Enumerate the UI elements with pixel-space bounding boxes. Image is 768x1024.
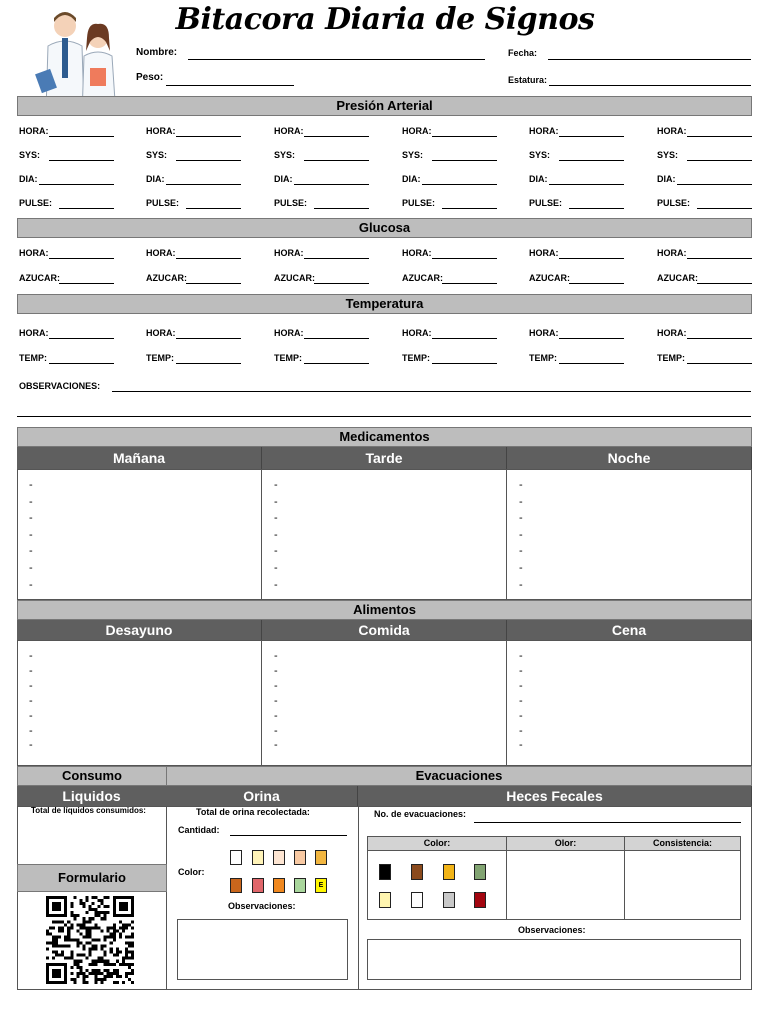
alimento-item-3-7[interactable]: - (519, 739, 523, 752)
temperatura-temp-field-6[interactable] (687, 363, 752, 364)
temperatura-hora-field-4[interactable] (432, 338, 497, 339)
presion-hora-label-5: HORA: (529, 126, 559, 136)
temperatura-temp-label-5: TEMP: (529, 353, 557, 363)
heces-color-swatch-1-4[interactable] (474, 864, 486, 880)
orina-color-swatch-1-2[interactable] (252, 850, 264, 865)
presion-sys-field-6[interactable] (687, 160, 752, 161)
total-orina-label: Total de orina recolectada: (196, 807, 310, 817)
glucosa-azucar-field-4[interactable] (442, 283, 497, 284)
presion-hora-field-4[interactable] (432, 136, 497, 137)
medicamento-item-2-7[interactable]: - (274, 578, 278, 591)
temperatura-temp-label-3: TEMP: (274, 353, 302, 363)
presion-sys-label-5: SYS: (529, 150, 551, 160)
heces-table-divider-1 (506, 850, 507, 920)
medicamento-item-3-7[interactable]: - (519, 578, 523, 591)
medicamentos-header: Medicamentos (17, 427, 752, 447)
heces-color-swatch-2-2[interactable] (411, 892, 423, 908)
glucosa-hora-field-5[interactable] (559, 258, 624, 259)
medicamento-item-3-5[interactable]: - (519, 545, 523, 558)
presion-hora-label-2: HORA: (146, 126, 176, 136)
temperatura-hora-label-6: HORA: (657, 328, 687, 338)
total-liquidos-label: Total de líquidos consumidos: (31, 806, 146, 815)
presion-pulse-label-1: PULSE: (19, 198, 53, 208)
temperatura-temp-label-4: TEMP: (402, 353, 430, 363)
presion-pulse-field-6[interactable] (697, 208, 752, 209)
presion-hora-field-5[interactable] (559, 136, 624, 137)
glucosa-azucar-label-2: AZUCAR: (146, 273, 187, 283)
medicamentos-divider-1 (261, 469, 262, 600)
alimento-item-1-2[interactable]: - (29, 664, 33, 677)
presion-sys-field-4[interactable] (432, 160, 497, 161)
evacuaciones-header: Evacuaciones (166, 766, 752, 786)
presion-pulse-field-5[interactable] (569, 208, 624, 209)
medicamento-item-3-4[interactable]: - (519, 528, 523, 541)
presion-pulse-label-4: PULSE: (402, 198, 436, 208)
alimento-item-2-2[interactable]: - (274, 664, 278, 677)
presion-sys-label-6: SYS: (657, 150, 679, 160)
temperatura-hora-field-5[interactable] (559, 338, 624, 339)
alimento-item-3-6[interactable]: - (519, 724, 523, 737)
medicamento-item-3-3[interactable]: - (519, 512, 523, 525)
estatura-field[interactable] (549, 85, 751, 86)
presion-dia-field-5[interactable] (549, 184, 624, 185)
presion-header: Presión Arterial (17, 96, 752, 116)
presion-hora-label-1: HORA: (19, 126, 49, 136)
heces-observaciones-box[interactable] (367, 939, 741, 980)
medicamento-item-2-2[interactable]: - (274, 495, 278, 508)
orina-header: Orina (166, 786, 358, 806)
medicamentos-body (17, 469, 752, 600)
cantidad-label: Cantidad: (178, 825, 220, 835)
glucosa-azucar-label-6: AZUCAR: (657, 273, 698, 283)
presion-pulse-field-4[interactable] (442, 208, 497, 209)
orina-color-swatch-2-2[interactable] (252, 878, 264, 893)
orina-color-swatch-1-5[interactable] (315, 850, 327, 865)
glucosa-azucar-field-5[interactable] (569, 283, 624, 284)
no-evacuaciones-field[interactable] (474, 822, 741, 823)
nombre-label: Nombre: (136, 47, 178, 58)
medicamentos-divider-2 (506, 469, 507, 600)
heces-color-swatch-1-2[interactable] (411, 864, 423, 880)
formulario-header: Formulario (17, 864, 167, 892)
presion-pulse-field-2[interactable] (186, 208, 241, 209)
heces-consistencia-header: Consistencia: (624, 836, 741, 851)
alimento-item-1-6[interactable]: - (29, 724, 33, 737)
glucosa-hora-field-1[interactable] (49, 258, 114, 259)
heces-color-swatch-2-4[interactable] (474, 892, 486, 908)
observaciones-line-1[interactable] (112, 391, 751, 392)
presion-sys-label-3: SYS: (274, 150, 296, 160)
presion-dia-field-1[interactable] (39, 184, 114, 185)
alimento-item-3-5[interactable]: - (519, 709, 523, 722)
glucosa-hora-label-6: HORA: (657, 248, 687, 258)
presion-hora-field-2[interactable] (176, 136, 241, 137)
temperatura-hora-field-2[interactable] (176, 338, 241, 339)
temperatura-temp-label-2: TEMP: (146, 353, 174, 363)
presion-pulse-field-3[interactable] (314, 208, 369, 209)
manana-header: Mañana (17, 447, 262, 469)
glucosa-hora-label-4: HORA: (402, 248, 432, 258)
presion-hora-field-1[interactable] (49, 136, 114, 137)
presion-hora-label-6: HORA: (657, 126, 687, 136)
orina-color-swatch-2-1[interactable] (230, 878, 242, 893)
temperatura-temp-field-5[interactable] (559, 363, 624, 364)
temperatura-hora-field-6[interactable] (687, 338, 752, 339)
medicamento-item-1-6[interactable]: - (29, 562, 33, 574)
estatura-label: Estatura: (508, 75, 548, 85)
presion-sys-field-3[interactable] (304, 160, 369, 161)
medicamento-item-1-2[interactable]: - (29, 495, 33, 508)
presion-dia-label-6: DIA: (657, 174, 676, 184)
orina-color-swatch-1-4[interactable] (294, 850, 306, 865)
peso-label: Peso: (136, 72, 164, 83)
glucosa-azucar-label-3: AZUCAR: (274, 273, 315, 283)
temperatura-temp-field-4[interactable] (432, 363, 497, 364)
alimento-item-3-1[interactable]: - (519, 650, 523, 662)
glucosa-azucar-field-6[interactable] (697, 283, 752, 284)
qr-code[interactable] (46, 896, 134, 984)
orina-color-swatch-2-4[interactable] (294, 878, 306, 893)
cena-header: Cena (507, 620, 752, 640)
temperatura-hora-label-5: HORA: (529, 328, 559, 338)
medicamento-item-1-1[interactable]: - (29, 479, 33, 491)
presion-dia-field-6[interactable] (677, 184, 752, 185)
no-evacuaciones-label: No. de evacuaciones: (374, 809, 467, 819)
presion-dia-field-2[interactable] (166, 184, 241, 185)
temperatura-temp-field-3[interactable] (304, 363, 369, 364)
presion-dia-field-3[interactable] (294, 184, 369, 185)
alimento-item-1-3[interactable]: - (29, 679, 33, 692)
alimentos-header: Alimentos (17, 600, 752, 620)
heces-color-header: Color: (367, 836, 507, 851)
temperatura-hora-label-4: HORA: (402, 328, 432, 338)
presion-hora-label-3: HORA: (274, 126, 304, 136)
glucosa-hora-field-2[interactable] (176, 258, 241, 259)
medicamento-item-1-5[interactable]: - (29, 545, 33, 558)
temperatura-temp-field-2[interactable] (176, 363, 241, 364)
heces-header: Heces Fecales (358, 786, 752, 806)
temperatura-hora-field-3[interactable] (304, 338, 369, 339)
alimentos-body (17, 640, 752, 766)
presion-pulse-label-3: PULSE: (274, 198, 308, 208)
fecha-field[interactable] (548, 59, 751, 60)
temperatura-temp-field-1[interactable] (49, 363, 114, 364)
presion-dia-label-2: DIA: (146, 174, 165, 184)
orina-color-swatch-2-5[interactable] (315, 878, 327, 893)
orina-observaciones-box[interactable] (177, 919, 348, 980)
liquidos-header: Liquidos (17, 786, 167, 806)
presion-pulse-label-6: PULSE: (657, 198, 691, 208)
temperatura-temp-label-6: TEMP: (657, 353, 685, 363)
glucosa-azucar-label-1: AZUCAR: (19, 273, 60, 283)
presion-dia-label-1: DIA: (19, 174, 38, 184)
alimento-item-3-2[interactable]: - (519, 664, 523, 677)
temperatura-hora-label-2: HORA: (146, 328, 176, 338)
temperatura-hora-label-1: HORA: (19, 328, 49, 338)
consumo-header: Consumo (17, 766, 167, 786)
medicamento-item-2-3[interactable]: - (274, 512, 278, 525)
presion-pulse-label-5: PULSE: (529, 198, 563, 208)
heces-table-body (367, 850, 741, 920)
heces-color-swatch-2-1[interactable] (379, 892, 391, 908)
presion-sys-field-5[interactable] (559, 160, 624, 161)
medicamento-item-1-4[interactable]: - (29, 528, 33, 541)
alimento-item-2-5[interactable]: - (274, 709, 278, 722)
medicamento-item-2-1[interactable]: - (274, 479, 278, 491)
medicamento-item-2-4[interactable]: - (274, 528, 278, 541)
bottom-divider-2 (358, 806, 359, 990)
orina-color-swatch-2-3[interactable] (273, 878, 285, 893)
alimento-item-3-4[interactable]: - (519, 694, 523, 707)
glucosa-hora-label-5: HORA: (529, 248, 559, 258)
medicamento-item-3-1[interactable]: - (519, 479, 523, 491)
orina-color-swatch-1-1[interactable] (230, 850, 242, 865)
alimentos-divider-2 (506, 640, 507, 766)
glucosa-azucar-field-3[interactable] (314, 283, 369, 284)
orina-color-label: Color: (178, 867, 205, 877)
orina-e-mark: E (318, 882, 324, 889)
bottom-divider-1 (166, 806, 167, 990)
presion-sys-label-4: SYS: (402, 150, 424, 160)
glucosa-azucar-field-1[interactable] (59, 283, 114, 284)
medicamento-item-2-6[interactable]: - (274, 562, 278, 574)
page-title: Bitacora Diaria de Signos (175, 2, 595, 37)
alimento-item-1-1[interactable]: - (29, 650, 33, 662)
heces-olor-header: Olor: (506, 836, 625, 851)
orina-observaciones-label: Observaciones: (228, 901, 296, 911)
tarde-header: Tarde (262, 447, 507, 469)
heces-color-swatch-1-1[interactable] (379, 864, 391, 880)
presion-hora-field-6[interactable] (687, 136, 752, 137)
medicamento-item-2-5[interactable]: - (274, 545, 278, 558)
temperatura-hora-label-3: HORA: (274, 328, 304, 338)
temperatura-temp-label-1: TEMP: (19, 353, 47, 363)
heces-color-swatch-2-3[interactable] (443, 892, 455, 908)
orina-color-swatch-1-3[interactable] (273, 850, 285, 865)
glucosa-hora-field-6[interactable] (687, 258, 752, 259)
comida-header: Comida (262, 620, 507, 640)
presion-pulse-field-1[interactable] (59, 208, 114, 209)
peso-field[interactable] (166, 85, 294, 86)
alimento-item-1-4[interactable]: - (29, 694, 33, 707)
alimento-item-1-5[interactable]: - (29, 709, 33, 722)
presion-dia-label-4: DIA: (402, 174, 421, 184)
glucosa-azucar-label-5: AZUCAR: (529, 273, 570, 283)
alimento-item-2-6[interactable]: - (274, 724, 278, 737)
noche-header: Noche (507, 447, 752, 469)
alimento-item-3-3[interactable]: - (519, 679, 523, 692)
temperatura-hora-field-1[interactable] (49, 338, 114, 339)
presion-sys-field-2[interactable] (176, 160, 241, 161)
desayuno-header: Desayuno (17, 620, 262, 640)
presion-sys-label-1: SYS: (19, 150, 41, 160)
medicamento-item-3-2[interactable]: - (519, 495, 523, 508)
alimento-item-2-7[interactable]: - (274, 739, 278, 752)
cantidad-field[interactable] (230, 835, 347, 836)
heces-color-swatch-1-3[interactable] (443, 864, 455, 880)
glucosa-hora-field-4[interactable] (432, 258, 497, 259)
medicamento-item-1-3[interactable]: - (29, 512, 33, 525)
presion-hora-field-3[interactable] (304, 136, 369, 137)
glucosa-hora-label-1: HORA: (19, 248, 49, 258)
alimentos-divider-1 (261, 640, 262, 766)
alimento-item-2-3[interactable]: - (274, 679, 278, 692)
presion-hora-label-4: HORA: (402, 126, 432, 136)
heces-observaciones-label: Observaciones: (518, 925, 586, 935)
glucosa-hora-label-3: HORA: (274, 248, 304, 258)
presion-pulse-label-2: PULSE: (146, 198, 180, 208)
observaciones-line-2[interactable] (17, 416, 751, 417)
glucosa-hora-field-3[interactable] (304, 258, 369, 259)
glucosa-azucar-field-2[interactable] (186, 283, 241, 284)
glucosa-azucar-label-4: AZUCAR: (402, 273, 443, 283)
fecha-label: Fecha: (508, 48, 538, 58)
alimento-item-2-1[interactable]: - (274, 650, 278, 662)
nombre-field[interactable] (188, 59, 485, 60)
temperatura-header: Temperatura (17, 294, 752, 314)
heces-table-divider-2 (624, 850, 625, 920)
medicamento-item-3-6[interactable]: - (519, 562, 523, 574)
presion-dia-label-3: DIA: (274, 174, 293, 184)
glucosa-header: Glucosa (17, 218, 752, 238)
presion-sys-field-1[interactable] (49, 160, 114, 161)
alimento-item-2-4[interactable]: - (274, 694, 278, 707)
presion-sys-label-2: SYS: (146, 150, 168, 160)
alimento-item-1-7[interactable]: - (29, 739, 33, 752)
observaciones-label: OBSERVACIONES: (19, 381, 101, 391)
presion-dia-field-4[interactable] (422, 184, 497, 185)
glucosa-hora-label-2: HORA: (146, 248, 176, 258)
medicamento-item-1-7[interactable]: - (29, 578, 33, 591)
presion-dia-label-5: DIA: (529, 174, 548, 184)
